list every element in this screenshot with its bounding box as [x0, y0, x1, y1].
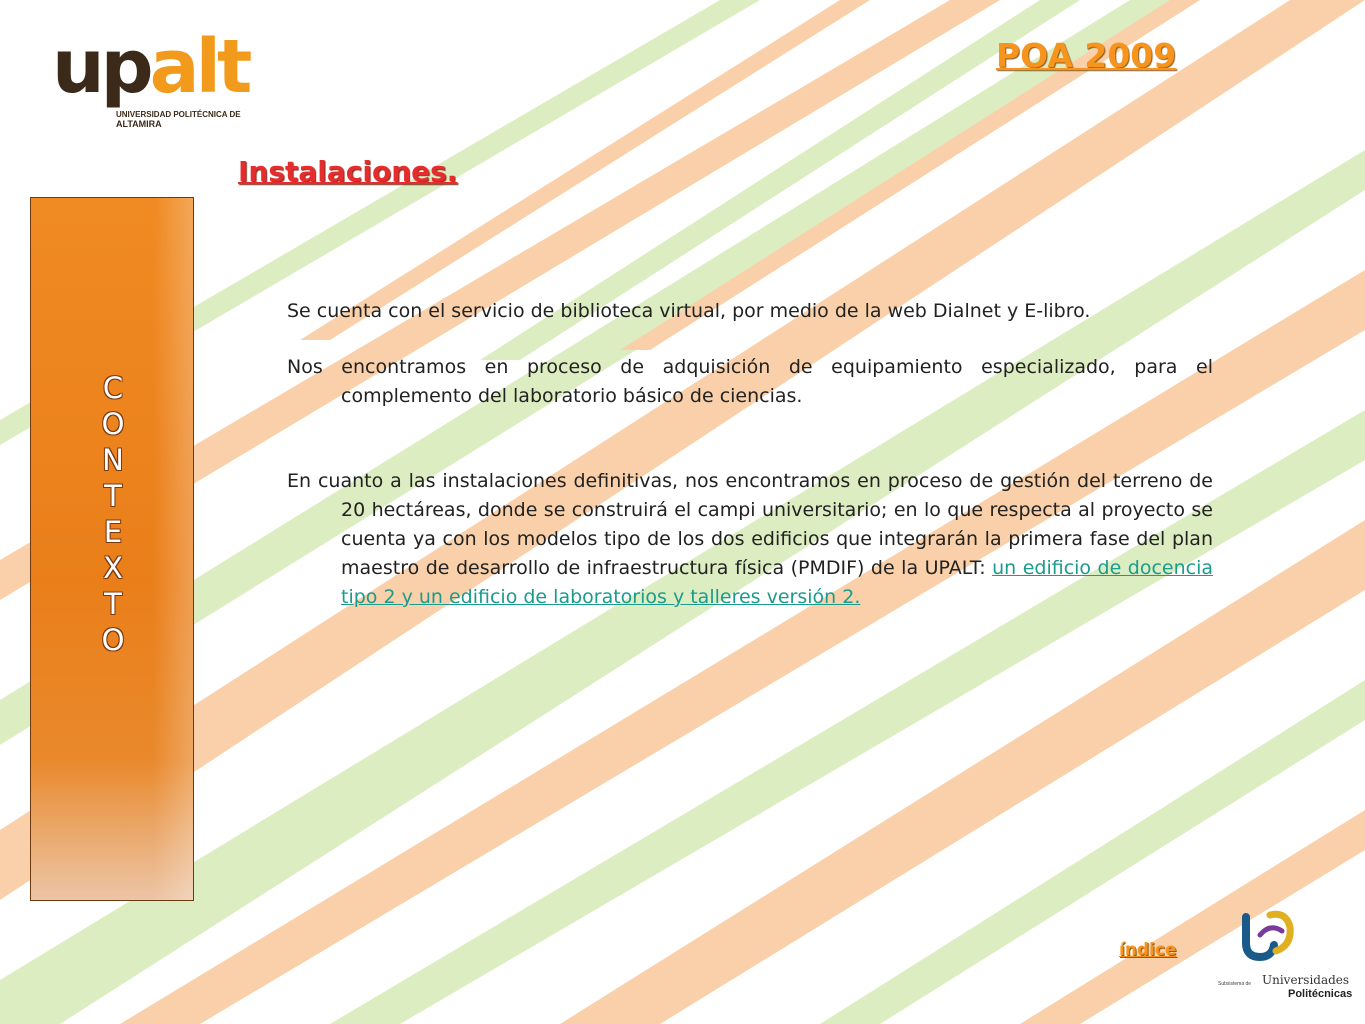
edificios-link[interactable]: un edificio de docencia tipo 2 y un edificio de laboratorios y talleres versión 2.: [341, 557, 1214, 608]
section-title: Instalaciones.: [238, 155, 458, 188]
partner-line1: Universidades: [1262, 973, 1350, 987]
contexto-letter: O: [101, 407, 125, 441]
upalt-logo: [52, 24, 249, 136]
contexto-letter: T: [104, 587, 122, 621]
contexto-letter: N: [102, 443, 124, 477]
paragraph-instalaciones-text: En cuanto a las instalaciones definitivas, nos encontramos en proceso de gestión del terreno de 20 hectáreas, donde se construirá el campi universitario; en lo que respecta al proyecto se cuenta ya con los modelos tipo de los dos edificios que integrarán la primera fase del plan maestro de desarrollo de infraestructura física (PMDIF) de la UPALT:: [287, 470, 1213, 579]
universidades-politecnicas-logo: [1212, 905, 1362, 1020]
logo-subtitle: [116, 110, 241, 130]
contexto-letter: E: [103, 515, 123, 549]
logo-word-up: up: [52, 24, 150, 110]
logo-subtitle-line2: ALTAMIRA: [116, 119, 162, 130]
upalt-logo-wordmark: [52, 24, 249, 110]
partner-small-text: Subsistema de: [1218, 981, 1252, 987]
paragraph-biblioteca: Se cuenta con el servicio de biblioteca virtual, por medio de la web Dialnet y E-libro.: [287, 300, 1091, 322]
contexto-letter: C: [102, 371, 124, 405]
index-link[interactable]: índice: [1119, 940, 1177, 960]
paragraph-equipamiento: Nos encontramos en proceso de adquisición de equipamiento especializado, para el complemento del laboratorio básico de ciencias.: [287, 356, 1213, 407]
contexto-letter: X: [103, 551, 123, 585]
poa-title-link[interactable]: POA 2009: [996, 36, 1177, 75]
logo-word-alt: alt: [149, 24, 249, 110]
partner-line2: Politécnicas: [1288, 988, 1353, 1000]
logo-subtitle-line1: UNIVERSIDAD POLITÉCNICA DE: [116, 110, 241, 119]
contexto-vertical-label: [31, 370, 195, 658]
paragraph-instalaciones: [287, 467, 1213, 612]
contexto-letter: O: [101, 623, 125, 657]
content-body: [287, 297, 1213, 612]
contexto-side-panel: [30, 197, 194, 901]
contexto-letter: T: [104, 479, 122, 513]
